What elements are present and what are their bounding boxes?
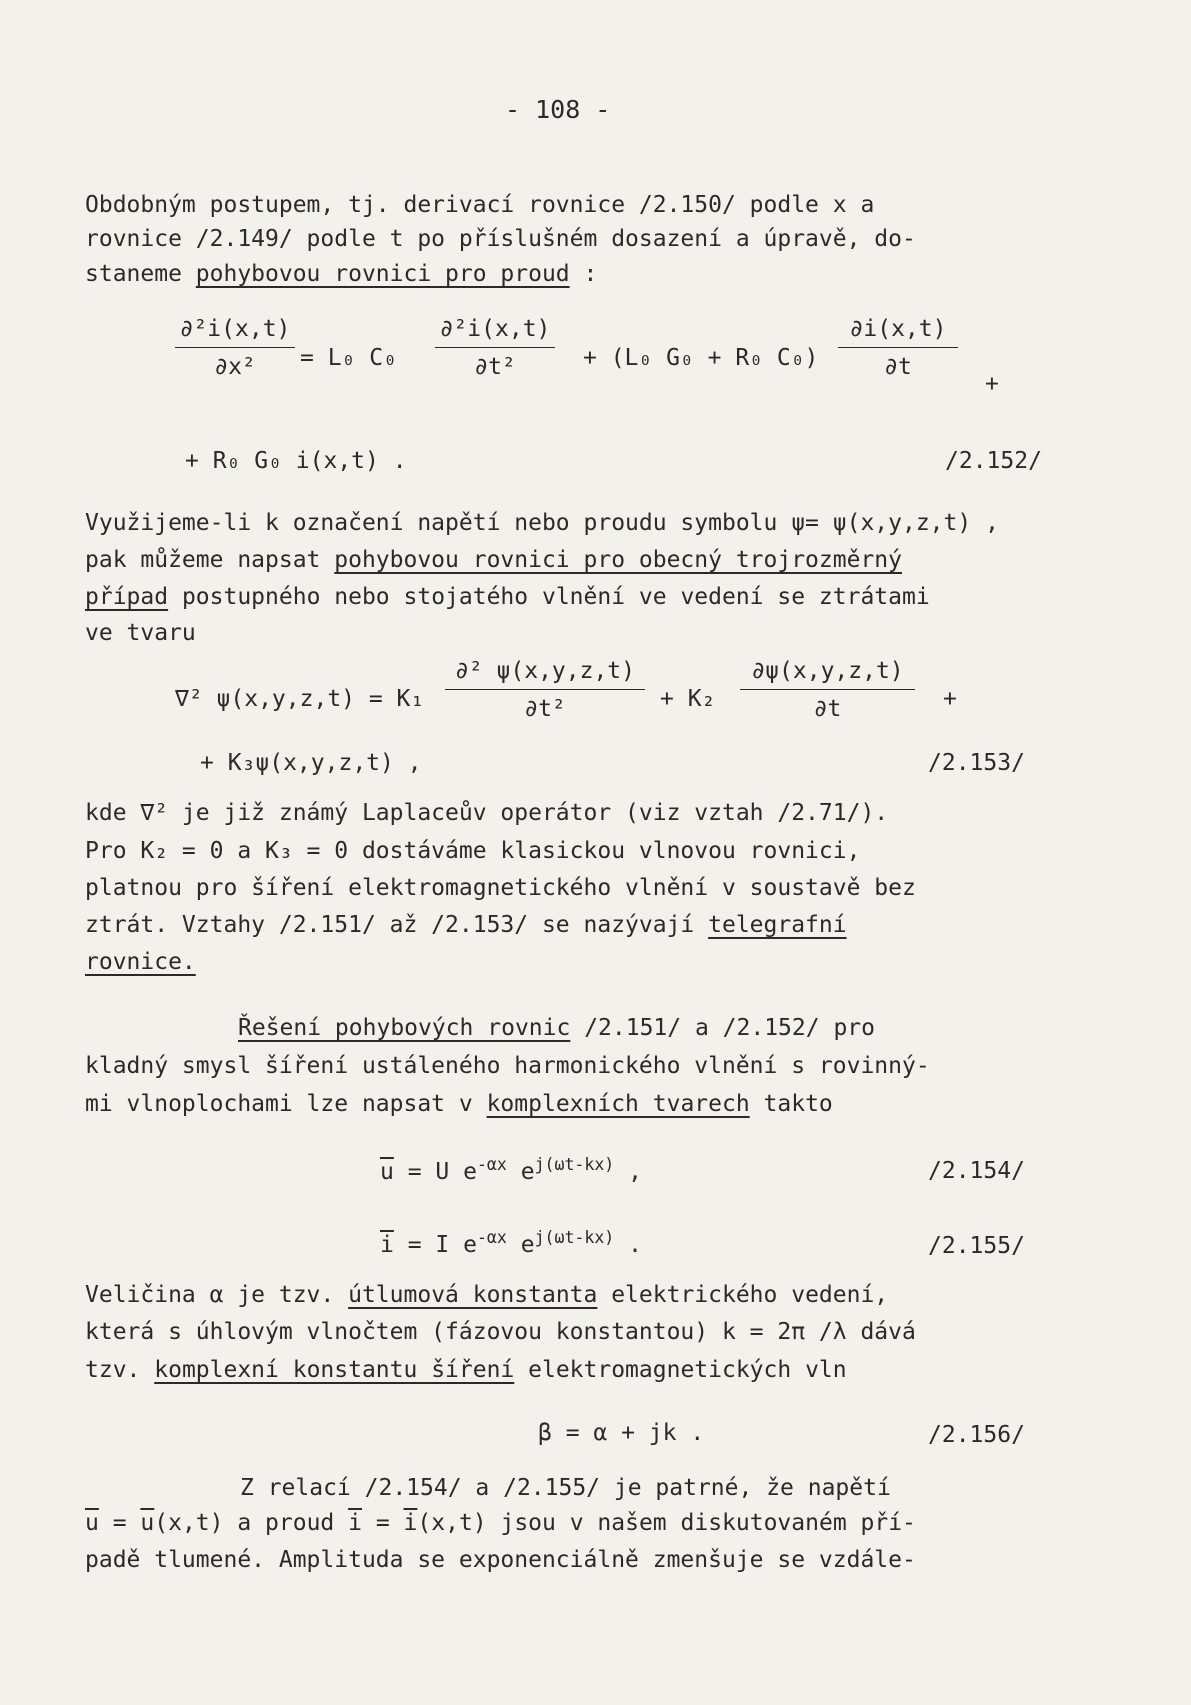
eq153-fraction-1 bbox=[445, 660, 645, 721]
text: = bbox=[362, 1510, 404, 1536]
u-overline: $\overline{u}$ bbox=[85, 1510, 99, 1536]
text: ztrát. Vztahy /2.151/ až /2.153/ se nazývají bbox=[85, 912, 709, 938]
paragraph-2-line-1: Využijeme-li k označení napětí nebo proudu symbolu ψ= ψ(x,y,z,t) , bbox=[85, 510, 999, 536]
text: . bbox=[614, 1232, 642, 1259]
paragraph-4-line-1 bbox=[238, 1017, 875, 1040]
underlined-term-motion-equation-current: pohybovou rovnici pro proud bbox=[195, 261, 570, 287]
numerator: ∂i(x,t) bbox=[849, 316, 947, 342]
eq153-k2-term: + K₂ bbox=[660, 686, 716, 712]
underlined-term-solution: Řešení pohybových rovnic bbox=[238, 1015, 571, 1041]
underlined-term-telegraph: telegrafní bbox=[708, 912, 847, 938]
denominator: ∂t bbox=[884, 354, 912, 380]
text: e bbox=[506, 1159, 535, 1186]
paragraph-5-line-1 bbox=[85, 1284, 888, 1307]
paragraph-1-line-1: Obdobným postupem, tj. derivací rovnice /2.150/ podle x a bbox=[85, 192, 875, 218]
paragraph-5-line-3 bbox=[85, 1359, 847, 1382]
eq152-trailing-plus: + bbox=[985, 371, 999, 397]
paragraph-2-line-4: ve tvaru bbox=[85, 620, 196, 646]
text: pak můžeme napsat bbox=[85, 547, 335, 573]
paragraph-3-line-1: kde ∇² je již známý Laplaceův operátor (viz vztah /2.71/). bbox=[85, 800, 889, 826]
paragraph-1-line-3 bbox=[85, 263, 597, 286]
eq152-label: /2.152/ bbox=[945, 448, 1042, 474]
text: : bbox=[569, 261, 598, 287]
text: tzv. bbox=[85, 1357, 155, 1383]
eq152-fraction-2 bbox=[435, 318, 555, 379]
text: postupného nebo stojatého vlnění ve vedení se ztrátami bbox=[168, 584, 930, 610]
text: (x,t) jsou v našem diskutovaném pří- bbox=[417, 1510, 916, 1536]
eq152-lc-term: = L₀ C₀ bbox=[300, 345, 397, 371]
numerator: ∂ψ(x,y,z,t) bbox=[751, 658, 904, 684]
underlined-term-complex-propagation-constant: komplexní konstantu šíření bbox=[154, 1357, 515, 1383]
text: elektrického vedení, bbox=[597, 1282, 889, 1308]
i-overline: $\overline{i}$ bbox=[348, 1510, 362, 1536]
text: e bbox=[506, 1232, 535, 1259]
denominator: ∂t² bbox=[474, 354, 516, 380]
denominator: ∂t² bbox=[524, 696, 566, 722]
eq155-lhs: $\overline{i}$ bbox=[380, 1232, 394, 1259]
underlined-term-complex-forms: komplexních tvarech bbox=[486, 1091, 750, 1117]
underlined-term-general-3d-motion: pohybovou rovnici pro obecný trojrozměrný bbox=[334, 547, 902, 573]
exponent: j(ωt-kx) bbox=[534, 1155, 615, 1174]
eq152-fraction-1 bbox=[175, 318, 295, 379]
paragraph-4-line-3 bbox=[85, 1093, 833, 1116]
paragraph-2-line-2 bbox=[85, 549, 902, 572]
text: mi vlnoplochami lze napsat v bbox=[85, 1091, 487, 1117]
paragraph-6-line-1: Z relací /2.154/ a /2.155/ je patrné, že napětí bbox=[240, 1475, 891, 1501]
text: takto bbox=[749, 1091, 833, 1117]
paragraph-4-line-2: kladný smysl šíření ustáleného harmonického vlnění s rovinný- bbox=[85, 1053, 930, 1079]
eq153-label: /2.153/ bbox=[928, 750, 1025, 776]
paragraph-3-line-4 bbox=[85, 914, 847, 937]
text: = U e bbox=[407, 1159, 477, 1186]
paragraph-6-line-2 bbox=[85, 1512, 916, 1535]
exponent: -αx bbox=[476, 1155, 507, 1174]
i-overline: $\overline{i}$ bbox=[403, 1510, 418, 1536]
paragraph-2-line-3 bbox=[85, 586, 930, 609]
underlined-term-equations: rovnice. bbox=[85, 949, 196, 975]
text: , bbox=[614, 1159, 642, 1186]
paragraph-1-line-2: rovnice /2.149/ podle t po příslušném dosazení a úpravě, do- bbox=[85, 226, 916, 252]
paragraph-3-line-2: Pro K₂ = 0 a K₃ = 0 dostáváme klasickou vlnovou rovnici, bbox=[85, 838, 861, 864]
numerator: ∂²i(x,t) bbox=[439, 316, 551, 342]
eq156-label: /2.156/ bbox=[928, 1422, 1025, 1448]
text: elektromagnetických vln bbox=[514, 1357, 847, 1383]
paragraph-3-line-5 bbox=[85, 951, 196, 974]
eq152-line-2: + R₀ G₀ i(x,t) . bbox=[185, 448, 407, 474]
u-overline: $\overline{u}$ bbox=[140, 1510, 155, 1536]
text: = bbox=[98, 1510, 141, 1536]
eq153-fraction-2 bbox=[740, 660, 915, 721]
eq153-trailing-plus: + bbox=[943, 686, 957, 712]
text: staneme bbox=[85, 261, 196, 287]
exponent: j(ωt-kx) bbox=[534, 1228, 615, 1247]
paragraph-6-line-3: padě tlumené. Amplituda se exponenciálně zmenšuje se vzdále- bbox=[85, 1547, 916, 1573]
eq152-paren-term: + (L₀ G₀ + R₀ C₀) bbox=[583, 345, 819, 371]
eq154-lhs: $\overline{u}$ bbox=[380, 1159, 394, 1186]
eq155-label: /2.155/ bbox=[928, 1233, 1025, 1259]
text: (x,t) a proud bbox=[154, 1510, 349, 1536]
eq155-body bbox=[380, 1230, 642, 1257]
paragraph-5-line-2: která s úhlovým vlnočtem (fázovou konstantou) k = 2π /λ dává bbox=[85, 1319, 916, 1345]
text: Veličina α je tzv. bbox=[85, 1282, 349, 1308]
exponent: -αx bbox=[476, 1228, 507, 1247]
numerator: ∂² ψ(x,y,z,t) bbox=[454, 658, 635, 684]
text: /2.151/ a /2.152/ pro bbox=[570, 1015, 875, 1041]
eq154-body bbox=[380, 1157, 642, 1184]
eq156-body: β = α + jk . bbox=[538, 1420, 705, 1446]
underlined-term-case: případ bbox=[85, 584, 169, 610]
page-number: - 108 - bbox=[505, 95, 611, 124]
eq154-label: /2.154/ bbox=[928, 1158, 1025, 1184]
underlined-term-attenuation-constant: útlumová konstanta bbox=[348, 1282, 598, 1308]
eq153-lhs: ∇² ψ(x,y,z,t) = K₁ bbox=[175, 686, 425, 712]
denominator: ∂t bbox=[813, 696, 842, 722]
numerator: ∂²i(x,t) bbox=[179, 316, 291, 342]
text: = I e bbox=[407, 1232, 477, 1259]
paragraph-3-line-3: platnou pro šíření elektromagnetického vlnění v soustavě bez bbox=[85, 875, 916, 901]
denominator: ∂x² bbox=[214, 354, 256, 380]
eq153-line-2: + K₃ψ(x,y,z,t) , bbox=[200, 750, 422, 776]
eq152-fraction-3 bbox=[838, 318, 958, 379]
